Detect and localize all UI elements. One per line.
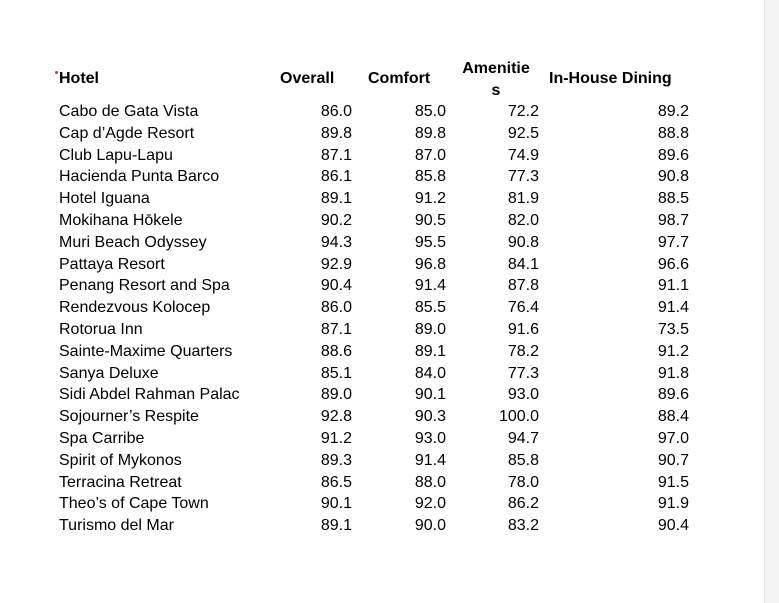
comfort-score-cell: 89.8 [414, 124, 446, 142]
overall-score-cell: 86.1 [320, 168, 352, 186]
hotel-name-cell: Cabo de Gata Vista [59, 103, 199, 120]
amenities-score-cell: 90.8 [507, 233, 539, 251]
overall-score-cell: 86.0 [320, 299, 352, 317]
amenities-score-cell: 85.8 [507, 451, 539, 469]
dining-score-cell: 89.6 [657, 146, 689, 164]
table-row [59, 275, 689, 297]
hotel-ratings-table [59, 101, 689, 537]
header-dining: In-House Dining [549, 70, 672, 87]
amenities-score-cell: 91.6 [507, 320, 539, 338]
comfort-score-cell: 96.8 [414, 255, 446, 273]
overall-score-cell: 91.2 [320, 429, 352, 447]
table-row [59, 210, 689, 232]
comfort-score-cell: 90.0 [414, 517, 446, 535]
dining-score-cell: 90.7 [657, 451, 689, 469]
overall-score-cell: 85.1 [320, 364, 352, 382]
comfort-score-cell: 84.0 [414, 364, 446, 382]
dining-score-cell: 91.1 [657, 277, 689, 295]
overall-score-cell: 88.6 [320, 342, 352, 360]
hotel-name-cell: Sojourner’s Respite [59, 408, 199, 426]
hotel-name-cell: Muri Beach Odyssey [59, 233, 207, 251]
header-amenities-line2: s [491, 82, 501, 99]
dining-score-cell: 91.9 [657, 495, 689, 513]
hotel-name-cell: Club Lapu-Lapu [59, 146, 173, 164]
amenities-score-cell: 92.5 [507, 124, 539, 142]
table-row [59, 515, 689, 537]
overall-score-cell: 94.3 [320, 233, 352, 251]
comfort-score-cell: 85.8 [414, 168, 446, 186]
table-row [59, 493, 689, 515]
table-row [59, 363, 689, 385]
comfort-score-cell: 87.0 [414, 146, 446, 164]
comfort-score-cell: 90.1 [414, 386, 446, 404]
overall-score-cell: 89.3 [320, 451, 352, 469]
overall-score-cell: 89.8 [320, 124, 352, 142]
hotel-name-cell: Theo’s of Cape Town [59, 495, 209, 513]
amenities-score-cell: 78.2 [507, 342, 539, 360]
dining-score-cell: 88.4 [657, 408, 689, 426]
dining-score-cell: 89.6 [657, 386, 689, 404]
amenities-score-cell: 77.3 [507, 168, 539, 186]
hotel-name-cell: Rotorua Inn [59, 320, 143, 338]
table-row [59, 428, 689, 450]
hotel-name-cell: Sanya Deluxe [59, 364, 159, 382]
hotel-name-cell: Pattaya Resort [59, 255, 165, 273]
table-row [59, 297, 689, 319]
table-row [59, 123, 689, 145]
hotel-name-cell: Rendezvous Kolocep [59, 299, 211, 317]
hotel-name-cell: Spirit of Mykonos [59, 451, 182, 469]
overall-score-cell: 86.0 [320, 103, 352, 120]
amenities-score-cell: 72.2 [507, 103, 539, 120]
hotel-name-cell: Cap d’Agde Resort [59, 124, 195, 142]
table-row [59, 232, 689, 254]
comfort-score-cell: 93.0 [414, 429, 446, 447]
amenities-score-cell: 84.1 [507, 255, 539, 273]
dining-score-cell: 97.0 [657, 429, 689, 447]
dining-score-cell: 91.8 [657, 364, 689, 382]
table-row [59, 406, 689, 428]
amenities-score-cell: 78.0 [507, 473, 539, 491]
dining-score-cell: 90.4 [657, 517, 689, 535]
hotel-name-cell: Sainte-Maxime Quarters [59, 342, 233, 360]
overall-score-cell: 87.1 [320, 320, 352, 338]
overall-score-cell: 89.1 [320, 517, 352, 535]
overall-score-cell: 90.4 [320, 277, 352, 295]
overall-score-cell: 87.1 [320, 146, 352, 164]
amenities-score-cell: 76.4 [507, 299, 539, 317]
overall-score-cell: 92.8 [320, 408, 352, 426]
overall-score-cell: 86.5 [320, 473, 352, 491]
comfort-score-cell: 91.2 [414, 190, 446, 208]
comfort-score-cell: 85.0 [414, 103, 446, 120]
amenities-score-cell: 100.0 [498, 408, 539, 426]
header-comfort: Comfort [368, 70, 431, 87]
comfort-score-cell: 89.1 [414, 342, 446, 360]
dining-score-cell: 90.8 [657, 168, 689, 186]
hotel-name-cell: Spa Carribe [59, 429, 145, 447]
table-row [59, 384, 689, 406]
dining-score-cell: 91.4 [657, 299, 689, 317]
hotel-name-cell: Terracina Retreat [59, 473, 182, 491]
comfort-score-cell: 88.0 [414, 473, 446, 491]
overall-score-cell: 89.0 [320, 386, 352, 404]
hotel-name-cell: Hotel Iguana [59, 190, 150, 208]
table-row [59, 254, 689, 276]
dining-score-cell: 73.5 [657, 320, 689, 338]
hotel-name-cell: Mokihana Hōkele [59, 211, 183, 229]
table-row [59, 450, 689, 472]
dining-score-cell: 88.8 [657, 124, 689, 142]
hotel-name-cell: Sidi Abdel Rahman Palac [59, 386, 240, 404]
table-row [59, 145, 689, 167]
dining-score-cell: 98.7 [657, 211, 689, 229]
hotel-name-cell: Hacienda Punta Barco [59, 168, 220, 186]
amenities-score-cell: 83.2 [507, 517, 539, 535]
overall-score-cell: 90.1 [320, 495, 352, 513]
amenities-score-cell: 74.9 [507, 146, 539, 164]
comfort-score-cell: 95.5 [414, 233, 446, 251]
table-row [59, 188, 689, 210]
comfort-score-cell: 89.0 [414, 320, 446, 338]
comfort-score-cell: 90.5 [414, 211, 446, 229]
table-row [59, 341, 689, 363]
dining-score-cell: 97.7 [657, 233, 689, 251]
amenities-score-cell: 93.0 [507, 386, 539, 404]
comfort-score-cell: 92.0 [414, 495, 446, 513]
hotel-name-cell: Turismo del Mar [59, 517, 174, 535]
header-overall: Overall [280, 70, 335, 87]
dining-score-cell: 88.5 [657, 190, 689, 208]
dining-score-cell: 89.2 [657, 103, 689, 120]
header-amenities-line1: Amenitie [462, 60, 530, 77]
comfort-score-cell: 90.3 [414, 408, 446, 426]
amenities-score-cell: 94.7 [507, 429, 539, 447]
amenities-score-cell: 81.9 [507, 190, 539, 208]
table-row [59, 319, 689, 341]
comfort-score-cell: 91.4 [414, 277, 446, 295]
amenities-score-cell: 86.2 [507, 495, 539, 513]
comfort-score-cell: 91.4 [414, 451, 446, 469]
dining-score-cell: 96.6 [657, 255, 689, 273]
window-right-edge [764, 0, 779, 603]
hotel-name-cell: Penang Resort and Spa [59, 277, 230, 295]
table-row [59, 472, 689, 494]
overall-score-cell: 90.2 [320, 211, 352, 229]
comfort-score-cell: 85.5 [414, 299, 446, 317]
table-row [59, 166, 689, 188]
amenities-score-cell: 82.0 [507, 211, 539, 229]
edit-marker-icon [55, 71, 58, 74]
table-row [59, 101, 689, 123]
amenities-score-cell: 87.8 [507, 277, 539, 295]
header-amenities [456, 58, 536, 102]
overall-score-cell: 89.1 [320, 190, 352, 208]
dining-score-cell: 91.5 [657, 473, 689, 491]
amenities-score-cell: 77.3 [507, 364, 539, 382]
header-hotel: Hotel [59, 70, 99, 87]
overall-score-cell: 92.9 [320, 255, 352, 273]
dining-score-cell: 91.2 [657, 342, 689, 360]
